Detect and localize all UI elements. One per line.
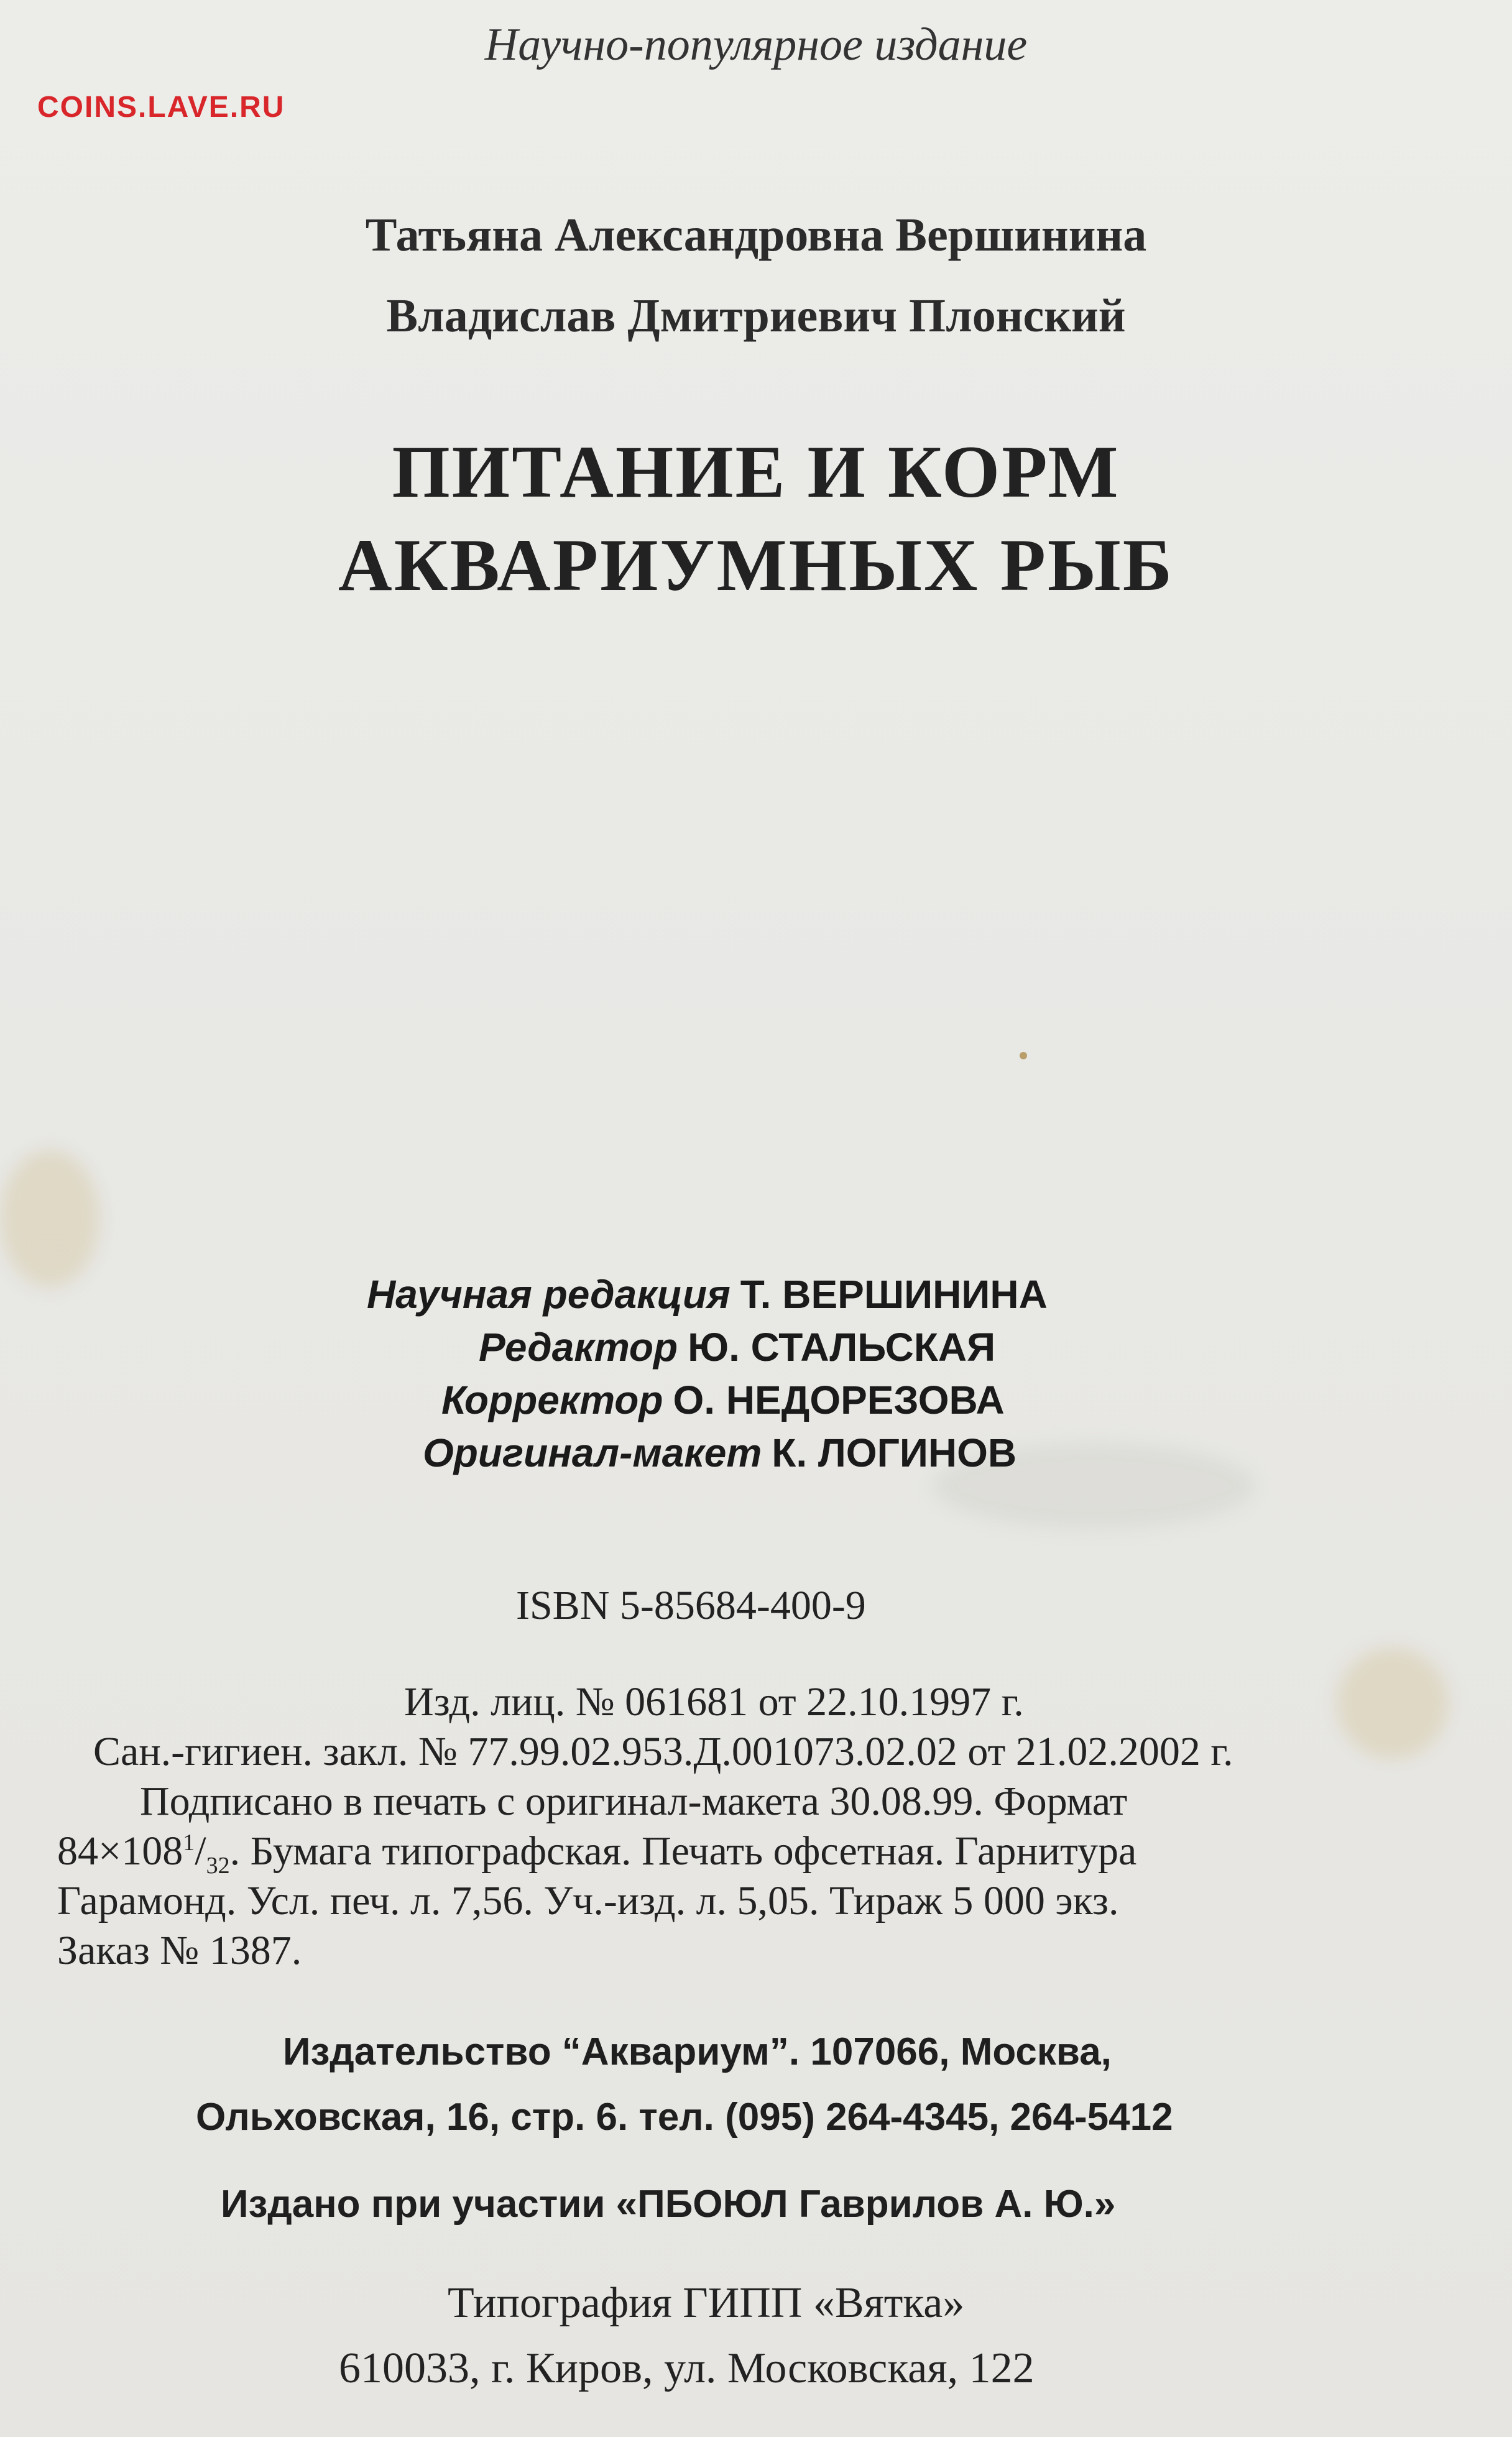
credit-layout bbox=[423, 1430, 1016, 1476]
imprint-license: Изд. лиц. № 061681 от 22.10.1997 г. bbox=[404, 1679, 1024, 1725]
format-denominator: 32 bbox=[206, 1853, 230, 1879]
format-numerator: 1 bbox=[183, 1830, 195, 1856]
paper-text: . Бумага типографская. Печать офсетная. Гарнитура bbox=[229, 1828, 1137, 1874]
author-2: Владислав Дмитриевич Плонский bbox=[386, 290, 1126, 342]
imprint-sanitary: Сан.-гигиен. закл. № 77.99.02.953.Д.001073.02.02 от 21.02.2002 г. bbox=[93, 1729, 1233, 1774]
imprint-signed: Подписано в печать с оригинал-макета 30.08.99. Формат bbox=[140, 1779, 1128, 1824]
credit-role: Научная редакция bbox=[367, 1272, 731, 1317]
credit-name: К. ЛОГИНОВ bbox=[772, 1430, 1017, 1475]
credit-name: Ю. СТАЛЬСКАЯ bbox=[688, 1325, 996, 1370]
paper-spot bbox=[1020, 1052, 1027, 1059]
author-1: Татьяна Александровна Вершинина bbox=[365, 209, 1147, 261]
printer-address: 610033, г. Киров, ул. Московская, 122 bbox=[339, 2344, 1035, 2392]
imprint-format-paper: $84\times 108^1/_{32}$. Бумага типографская. Печать офсетная. Гарнитура bbox=[57, 1828, 1137, 1879]
credit-role: Редактор bbox=[479, 1325, 678, 1370]
watermark: COINS.LAVE.RU bbox=[37, 91, 285, 124]
book-title-line-1: ПИТАНИЕ И КОРМ bbox=[392, 430, 1120, 513]
printer-name: Типография ГИПП «Вятка» bbox=[448, 2279, 965, 2327]
credit-editor bbox=[479, 1324, 995, 1371]
paper-stain bbox=[0, 1150, 99, 1287]
book-title-line-2: АКВАРИУМНЫХ РЫБ bbox=[338, 523, 1174, 606]
credit-name: О. НЕДОРЕЗОВА bbox=[673, 1378, 1005, 1422]
credit-proofreader bbox=[441, 1377, 1005, 1424]
participation: Издано при участии «ПБОЮЛ Гаврилов А. Ю.» bbox=[221, 2183, 1116, 2226]
publisher-line-1: Издательство “Аквариум”. 107066, Москва, bbox=[283, 2030, 1112, 2073]
imprint-font: Гарамонд. Усл. печ. л. 7,56. Уч.-изд. л. 5,05. Тираж 5 000 экз. bbox=[57, 1878, 1119, 1923]
credit-scientific-editor bbox=[367, 1271, 1048, 1318]
series-label: Научно-популярное издание bbox=[484, 19, 1028, 70]
credit-name: Т. ВЕРШИНИНА bbox=[740, 1272, 1048, 1317]
isbn: ISBN 5-85684-400-9 bbox=[516, 1583, 866, 1628]
credit-role: Оригинал-макет bbox=[423, 1430, 762, 1475]
paper-stain bbox=[1337, 1647, 1449, 1759]
credit-role: Корректор bbox=[441, 1378, 663, 1422]
publisher-line-2: Ольховская, 16, стр. 6. тел. (095) 264-4345, 264-5412 bbox=[196, 2096, 1173, 2139]
imprint-order: Заказ № 1387. bbox=[57, 1928, 302, 1973]
format-value: 84×108 bbox=[57, 1828, 183, 1874]
